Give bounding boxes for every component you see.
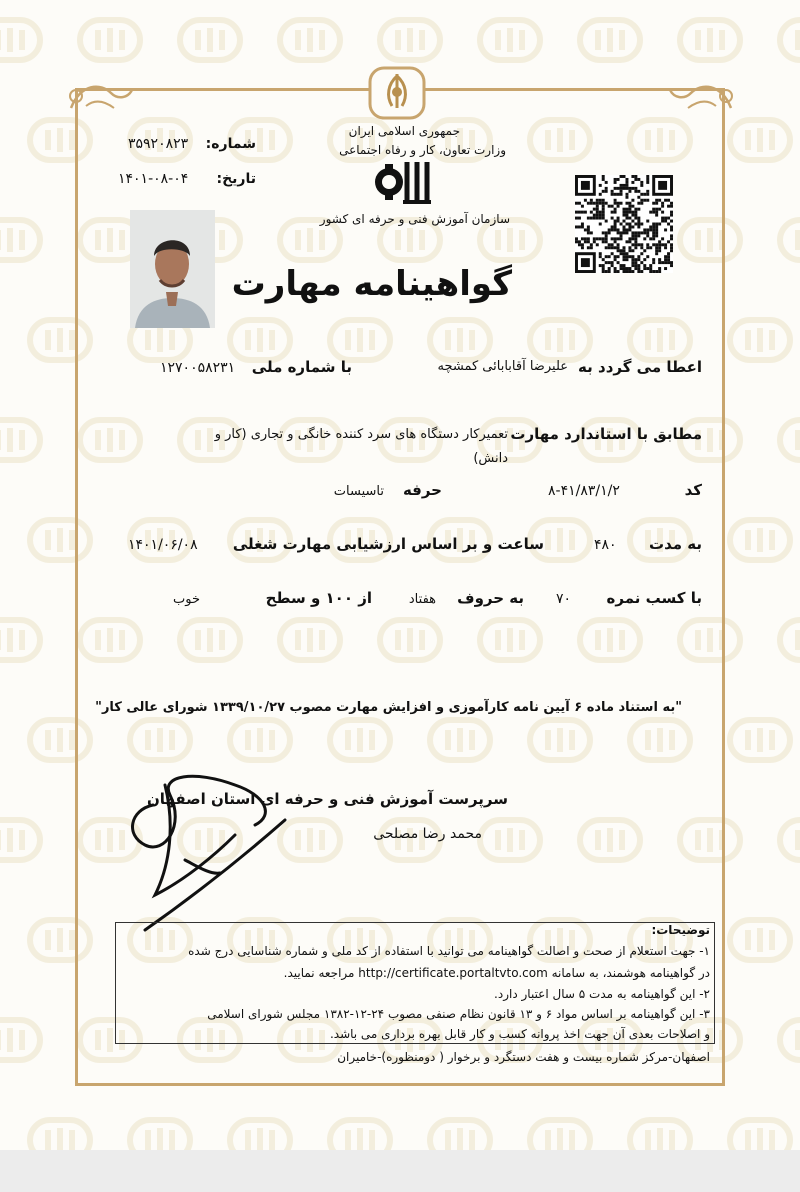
date-label: تاریخ: — [216, 171, 256, 187]
header-ministry: وزارت تعاون، کار و رفاه اجتماعی — [339, 143, 506, 157]
awarded-value: علیرضا آقابابائی کمشچه — [437, 359, 568, 374]
notes-line-3: ۲- این گواهینامه به مدت ۵ سال اعتبار دارد. — [494, 987, 710, 1001]
national-id-label: با شماره ملی — [251, 358, 352, 376]
notes-box — [115, 922, 715, 1044]
screen-bottom-bar — [0, 1150, 800, 1192]
score-label: با کسب نمره — [606, 589, 702, 607]
letters-value: هفتاد — [408, 592, 436, 607]
letters-label: به حروف — [457, 589, 524, 607]
date-value: ۱۴۰۱-۰۸-۰۴ — [118, 171, 189, 187]
number-value: ۳۵۹۲۰۸۲۳ — [128, 136, 189, 152]
iran-emblem-icon — [368, 66, 426, 120]
number-label: شماره: — [205, 136, 256, 152]
ornament-corner-left-icon — [66, 78, 136, 118]
signature-mark-icon — [125, 765, 305, 935]
notes-line-1: ۱- جهت استعلام از صحت و اصالت گواهینامه می توانید با استفاده از کد ملی و شماره شناسایی درج شده — [188, 944, 710, 958]
score-value: ۷۰ — [556, 591, 572, 607]
signatory-name: محمد رضا مصلحی — [373, 826, 482, 842]
trade-value: تاسیسات — [333, 484, 384, 499]
code-value: ۸-۴۱/۸۳/۱/۲ — [548, 483, 620, 499]
notes-line-5: و اصلاحات بعدی آن جهت اخذ پروانه کسب و کار قابل بهره برداری می باشد. — [329, 1027, 710, 1041]
header-republic: جمهوری اسلامی ایران — [348, 124, 460, 138]
notes-line-2: در گواهینامه هوشمند، به سامانه http://certificate.portaltvto.com مراجعه نمایید. — [283, 966, 710, 980]
awarded-label: اعطا می گردد به — [578, 358, 702, 376]
signatory-title: سرپرست آموزش فنی و حرفه ای استان اصفهان — [146, 790, 508, 808]
legal-statement: "به استناد ماده ۶ آیین نامه کارآموزی و افزایش مهارت مصوب ۱۳۳۹/۱۰/۲۷ شورای عالی کار" — [95, 700, 682, 715]
ornament-corner-right-icon — [666, 78, 736, 118]
notes-line-4: ۳- این گواهینامه بر اساس مواد ۶ و ۱۳ قانون نظام صنفی مصوب ۲۴-۱۲-۱۳۸۲ مجلس شورای اسلامی — [207, 1007, 710, 1021]
duration-label: به مدت — [649, 535, 702, 553]
standard-value-line1: تعمیرکار دستگاه های سرد کننده خانگی و تجاری (کار و — [214, 427, 508, 442]
standard-label: مطابق با استاندارد مهارت — [510, 425, 702, 443]
hours-label: ساعت و بر اساس ارزشیابی مهارت شغلی — [232, 535, 544, 553]
certificate-title: گواهینامه مهارت — [231, 264, 512, 304]
duration-value: ۴۸۰ — [594, 537, 617, 553]
national-id-value: ۱۲۷۰۰۵۸۲۳۱ — [160, 360, 236, 376]
tvto-logo-icon — [367, 156, 435, 208]
notes-heading: توضیحات: — [651, 923, 710, 937]
level-value: خوب — [173, 592, 200, 607]
standard-value-line2: دانش) — [473, 451, 508, 466]
header-organization: سازمان آموزش فنی و حرفه ای کشور — [319, 212, 510, 226]
level-label: از ۱۰۰ و سطح — [265, 589, 372, 607]
trade-label: حرفه — [402, 481, 442, 499]
holder-photo — [130, 210, 215, 328]
qr-code-icon[interactable] — [575, 175, 673, 273]
eval-date: ۱۴۰۱/۰۶/۰۸ — [128, 537, 198, 553]
code-label: کد — [684, 481, 702, 499]
address-text: اصفهان-مرکز شماره بیست و هفت دستگرد و برخوار ( دومنظوره)-خامیران — [337, 1050, 710, 1064]
